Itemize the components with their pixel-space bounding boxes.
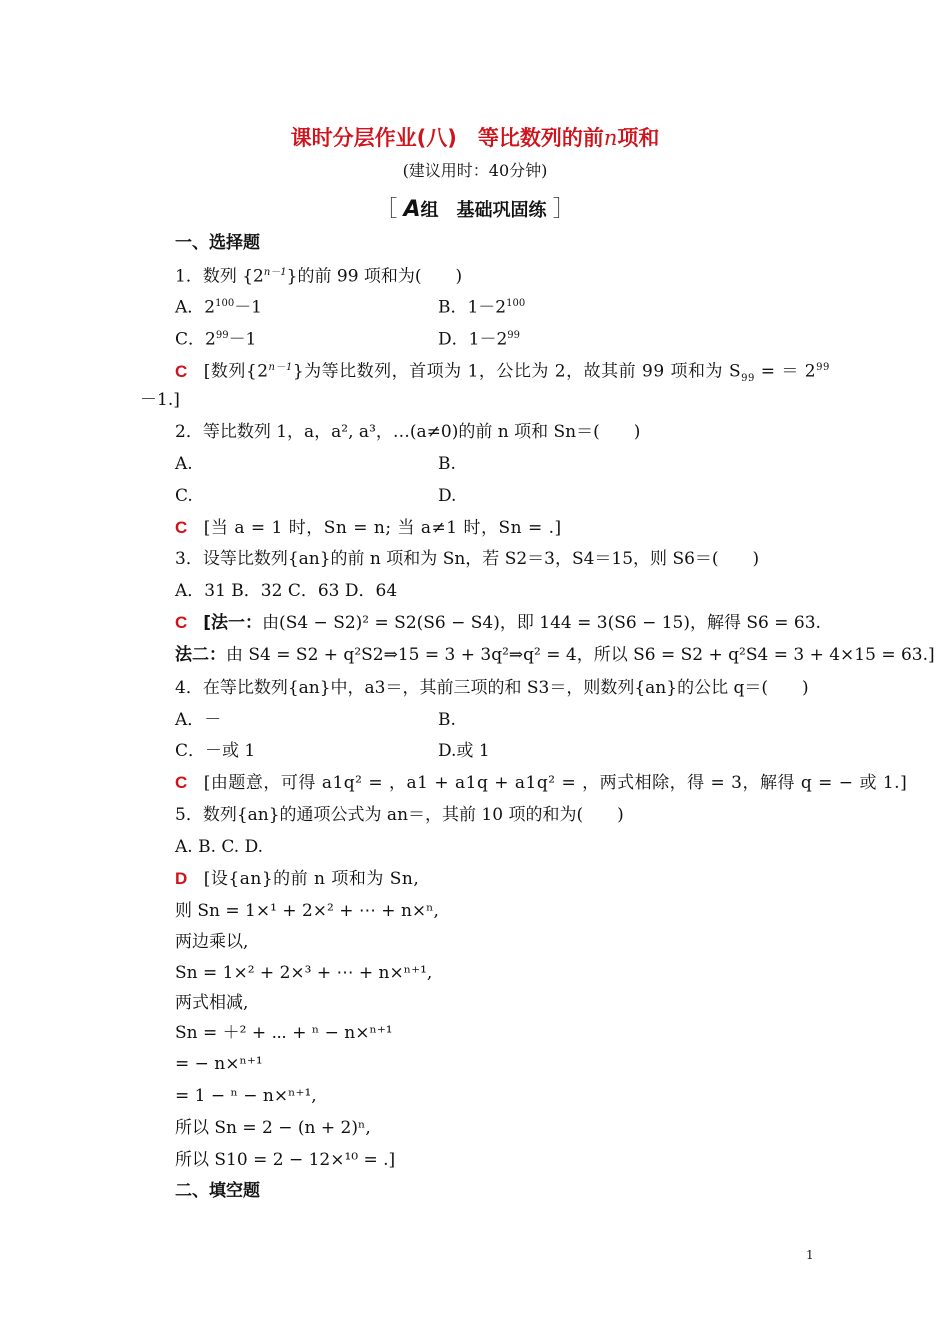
q1-stem [175, 262, 462, 288]
q1-expl-1: [数列{2 [203, 361, 269, 382]
page-number: 1 [806, 1248, 814, 1262]
title-tail: 项和 [617, 126, 660, 150]
q1-explanation-cont: －1.] [140, 390, 180, 410]
q1-c-tail: －1 [228, 329, 257, 350]
q1-answer: C [175, 361, 188, 381]
q2-stem: 2．等比数列 1，a，a², a³，…(a≠0)的前 n 项和 Sn＝( ) [175, 422, 641, 442]
q3-answer: C [175, 613, 188, 632]
q3-method1-label: [法一： [203, 613, 263, 633]
q2-option-c: C. [175, 486, 193, 506]
q5-line-9: 所以 Sn = 2 − (n + 2)ⁿ, [175, 1118, 371, 1138]
q1-explanation [175, 357, 830, 390]
q1-option-d [438, 325, 520, 351]
q4-option-a: A．－ [175, 710, 222, 730]
q3-method2-text: 由 S4 = S2 + q²S2⇒15 = 3 + 3q²⇒q² = 4，所以 S6 = S2 + q²S4 = 3 + 4×15 = 63.] [226, 645, 935, 665]
q5-answer: D [175, 869, 188, 888]
q3-explanation-1 [175, 612, 821, 634]
q3-stem: 3．设等比数列{an}的前 n 项和为 Sn，若 S2＝3，S4＝15，则 S6＝( ) [175, 549, 760, 569]
time-suggestion: (建议用时：40分钟) [402, 161, 548, 180]
q5-line-7: = − n×ⁿ⁺¹ [175, 1054, 263, 1074]
q5-explanation-1 [175, 868, 419, 890]
q2-option-d: D. [438, 486, 457, 506]
q2-answer: C [175, 518, 188, 537]
q1-d-text: D．1－2 [438, 329, 508, 350]
q5-line-6: Sn = ＋² + ⋯ + ⁿ − n×ⁿ⁺¹ [175, 1023, 393, 1043]
group-letter: A [403, 197, 421, 222]
group-text: 组 基础巩固练 [420, 200, 547, 221]
q5-line-1: [设{an}的前 n 项和为 Sn, [203, 869, 420, 889]
q1-c-text: C．2 [175, 329, 216, 350]
q4-option-b: B. [438, 710, 456, 730]
title-main: 课时分层作业(八) 等比数列的前 [290, 126, 604, 150]
q2-option-a: A. [175, 454, 193, 474]
q1-a-tail: －1 [234, 297, 263, 318]
q5-line-3: 两边乘以, [175, 932, 249, 952]
q2-option-b: B. [438, 454, 456, 474]
q3-method2-label: 法二： [175, 645, 226, 665]
q1-stem-sup: n－1 [263, 267, 287, 278]
q5-line-4: Sn = 1×² + 2×³ + ⋯ + n×ⁿ⁺¹, [175, 963, 433, 983]
q1-expl-sup2: 99 [816, 362, 830, 373]
q5-options: A. B. C. D. [175, 837, 264, 857]
title-var: n [603, 126, 618, 150]
q5-stem: 5．数列{an}的通项公式为 an＝，其前 10 项的和为( ) [175, 805, 624, 825]
q1-a-text: A．2 [175, 297, 216, 318]
q5-line-8: = 1 − ⁿ − n×ⁿ⁺¹, [175, 1086, 317, 1106]
q1-d-sup: 99 [507, 330, 520, 341]
q1-option-b [438, 293, 525, 319]
q2-explanation [175, 517, 562, 539]
q2-expl-text: [当 a = 1 时，Sn = n; 当 a≠1 时，Sn = .] [203, 518, 562, 538]
q3-method1-text: 由(S4 − S2)² = S2(S6 − S4)，即 144 = 3(S6 − 15)，解得 S6 = 63. [262, 613, 821, 633]
q5-line-5: 两式相减, [175, 993, 249, 1013]
q4-stem: 4．在等比数列{an}中，a3＝，其前三项的和 S3＝，则数列{an}的公比 q＝( ) [175, 678, 809, 698]
q1-expl-2: }为等比数列，首项为 1，公比为 2，故其前 99 项和为 S [292, 361, 742, 382]
q4-option-c: C．－或 1 [175, 741, 256, 761]
group-right-bracket: ］ [552, 197, 575, 222]
q1-c-sup: 99 [215, 330, 229, 341]
q1-expl-sub: 99 [741, 373, 755, 385]
q4-answer: C [175, 773, 188, 792]
section-fill-heading: 二、填空题 [175, 1181, 260, 1201]
q1-a-sup: 100 [215, 298, 235, 309]
q5-line-10: 所以 S10 = 2 − 12×¹⁰ = .] [175, 1150, 396, 1170]
page-title [0, 122, 950, 152]
q1-expl-sup: n－1 [268, 362, 293, 373]
section-choice-heading: 一、选择题 [175, 233, 260, 253]
q4-expl-text: [由题意，可得 a1q² = ，a1 + a1q + a1q² = ，两式相除，得 = 3，解得 q = − 或 1.] [203, 773, 908, 793]
q1-b-text: B．1－2 [438, 297, 507, 318]
q1-option-a [175, 293, 262, 319]
q4-explanation [175, 772, 907, 794]
group-left-bracket: ［ [375, 197, 398, 222]
q3-explanation-2 [175, 644, 935, 666]
q3-options: A．31 B．32 C．63 D．64 [175, 581, 398, 601]
q1-option-c [175, 325, 256, 351]
q4-option-d: D.或 1 [438, 741, 490, 761]
q1-stem-a: 1．数列 {2 [175, 266, 264, 287]
q1-stem-b: }的前 99 项和为( ) [286, 266, 463, 287]
group-heading [0, 192, 950, 223]
q1-expl-3: = ＝ 2 [754, 361, 817, 382]
q1-b-sup: 100 [506, 298, 526, 309]
q5-line-2: 则 Sn = 1×¹ + 2×² + ⋯ + n×ⁿ, [175, 901, 439, 921]
